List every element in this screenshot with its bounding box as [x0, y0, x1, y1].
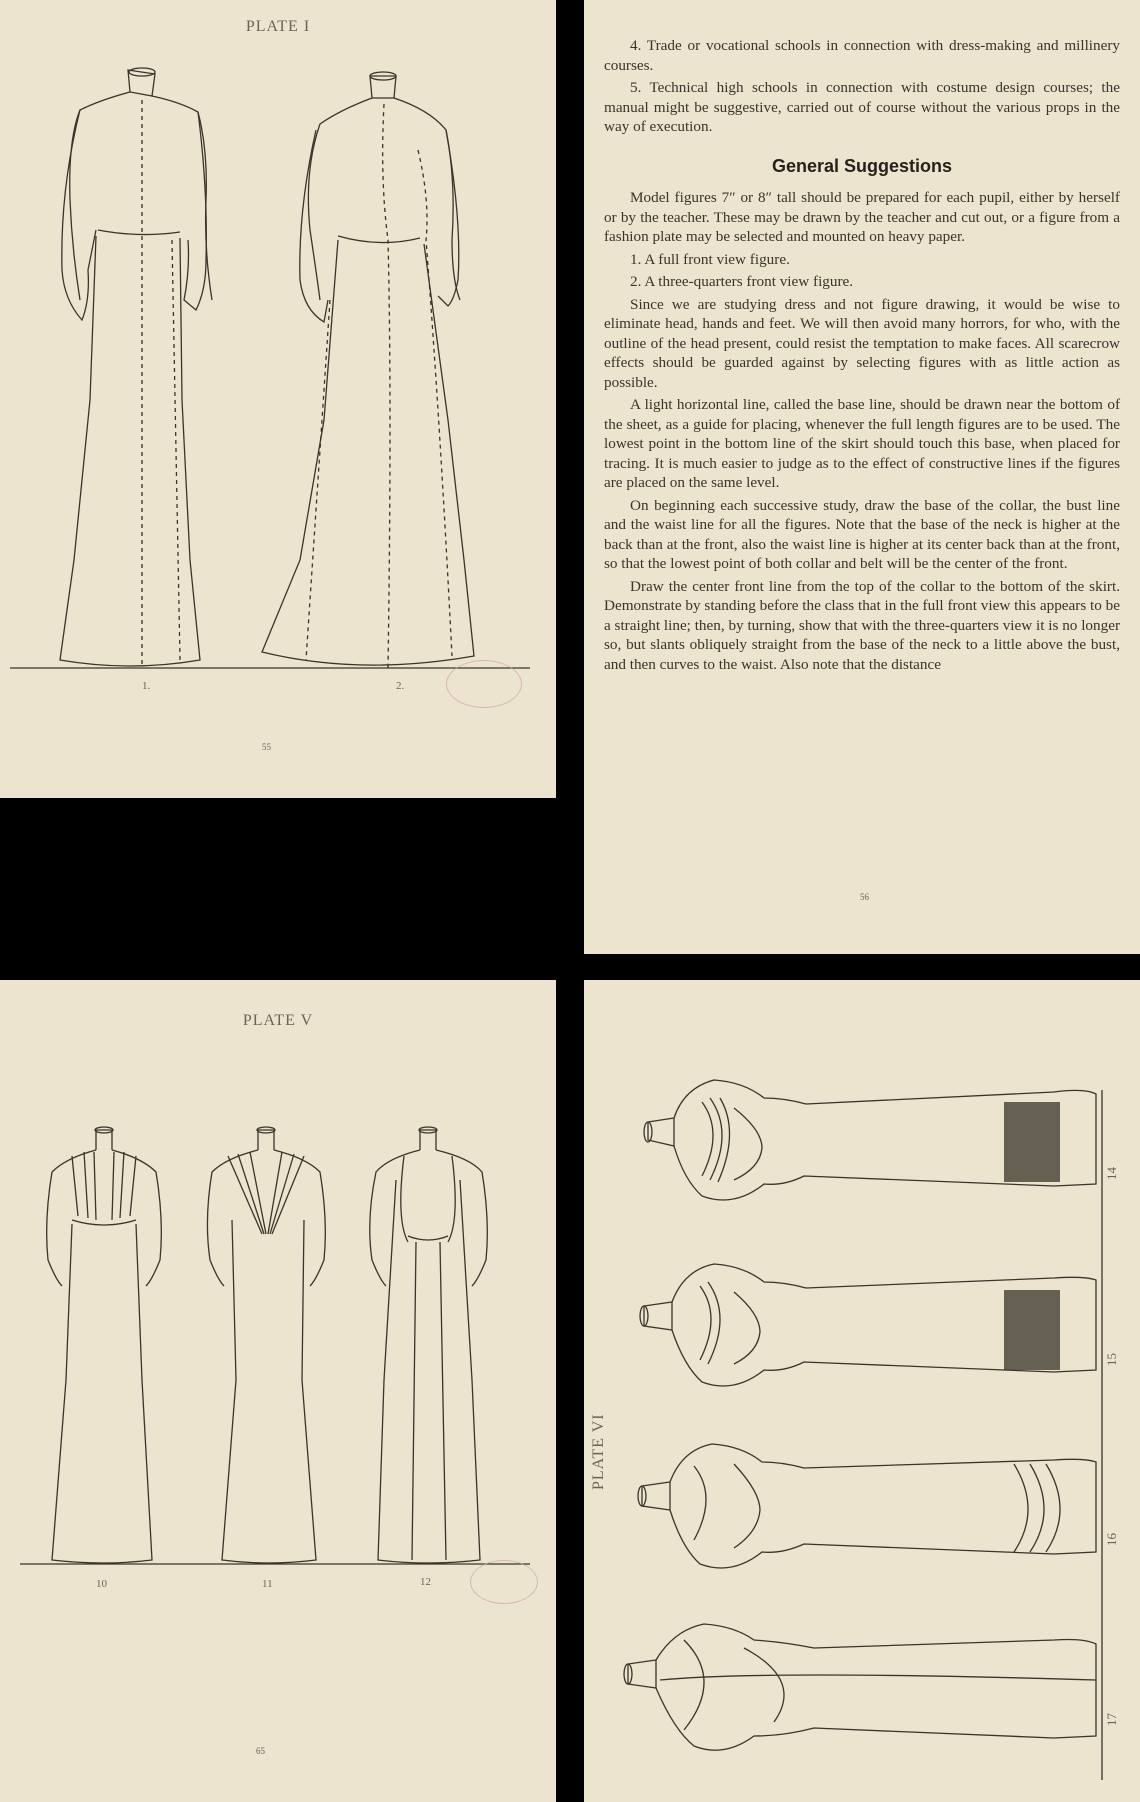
library-stamp — [446, 660, 522, 708]
figure-number-10: 10 — [96, 1578, 107, 1590]
figure-14-dress — [644, 1080, 1096, 1200]
library-stamp — [470, 1560, 538, 1604]
figure-number-16: 16 — [1104, 1533, 1119, 1546]
text-body — [604, 36, 1120, 677]
paragraph: Model figures 7″ or 8″ tall should be prepared for each pupil, either by herself or by the teacher. These may be drawn by the teacher and cut out, or a figure from a fashion plate may be selected and mounted on heavy paper. — [604, 189, 1120, 245]
plate-six-drawing — [584, 980, 1140, 1802]
figure-number-17: 17 — [1104, 1713, 1119, 1726]
figure-number-11: 11 — [262, 1578, 273, 1590]
folio-56: 56 — [860, 892, 869, 902]
figure-2-dress — [262, 72, 474, 668]
paragraph-5: 5. Technical high schools in connection with costume design courses; the manual might be suggestive, carried out of course without the various props in the way of execution. — [604, 79, 1120, 135]
section-heading: General Suggestions — [771, 155, 953, 176]
figure-16-dress — [638, 1444, 1096, 1568]
figure-1-dress — [60, 68, 212, 668]
list-item: 1. A full front view figure. — [630, 250, 790, 268]
paragraph: A light horizontal line, called the base line, should be drawn near the bottom of the sheet, as a guide for placing, whenever the full length figures are to be used. The lowest point in the bottom line of the skirt should touch this base, when placed for tracing. It is much easier to judge as to the effect of constructive lines if the figures are placed on the same level. — [604, 396, 1120, 491]
figure-number-12: 12 — [420, 1576, 431, 1588]
plate-five-page — [0, 980, 556, 1802]
folio-65: 65 — [256, 1746, 265, 1756]
figure-15-dress — [640, 1264, 1096, 1386]
list-item: 2. A three-quarters front view figure. — [630, 273, 854, 290]
plate-five-title: PLATE V — [242, 1012, 314, 1029]
plate-five-drawing — [0, 980, 556, 1802]
figure-17-dress — [624, 1624, 1096, 1750]
paragraph: Draw the center front line from the top of the collar to the bottom of the skirt. Demonstrate by standing before the class that in the full front view this appears to be a straight line; then, by turning, show that with the three-quarters view it is no longer so, but slants obliquely straight from the base of the neck to a little above the bust, and then curves to the waist. Also note that the distance — [604, 577, 1120, 673]
figure-12-dress — [370, 1127, 488, 1563]
plate-six-title: PLATE VI — [590, 1413, 607, 1490]
plate-six-page — [584, 980, 1140, 1802]
paragraph: On beginning each successive study, draw the base of the collar, the bust line and the waist line for all the figures. Note that the base of the neck is higher at the back than at the front, also the waist line is higher at its center back than at the front, so that the lowest point of both collar and belt will be the center of the front. — [604, 496, 1120, 572]
figure-number-15: 15 — [1104, 1353, 1119, 1366]
paragraph: Since we are studying dress and not figure drawing, it would be wise to eliminate head, hands and feet. We will then avoid many horrors, for who, with the outline of the head present, could resist the temptation to make faces. All scarecrow effects should be guarded against by selecting figures with as little action as possible. — [604, 295, 1120, 391]
text-page — [584, 0, 1140, 954]
plate-one-page — [0, 0, 556, 798]
folio-55: 55 — [262, 742, 271, 752]
figure-number-14: 14 — [1104, 1167, 1119, 1180]
figure-number-1: 1. — [142, 680, 151, 692]
plate-one-title: PLATE I — [245, 18, 311, 35]
figure-number-2: 2. — [396, 680, 405, 692]
figure-10-dress — [47, 1127, 162, 1563]
figure-11-dress — [207, 1127, 325, 1563]
paragraph-4: 4. Trade or vocational schools in connection with dress-making and millinery courses. — [604, 37, 1120, 74]
